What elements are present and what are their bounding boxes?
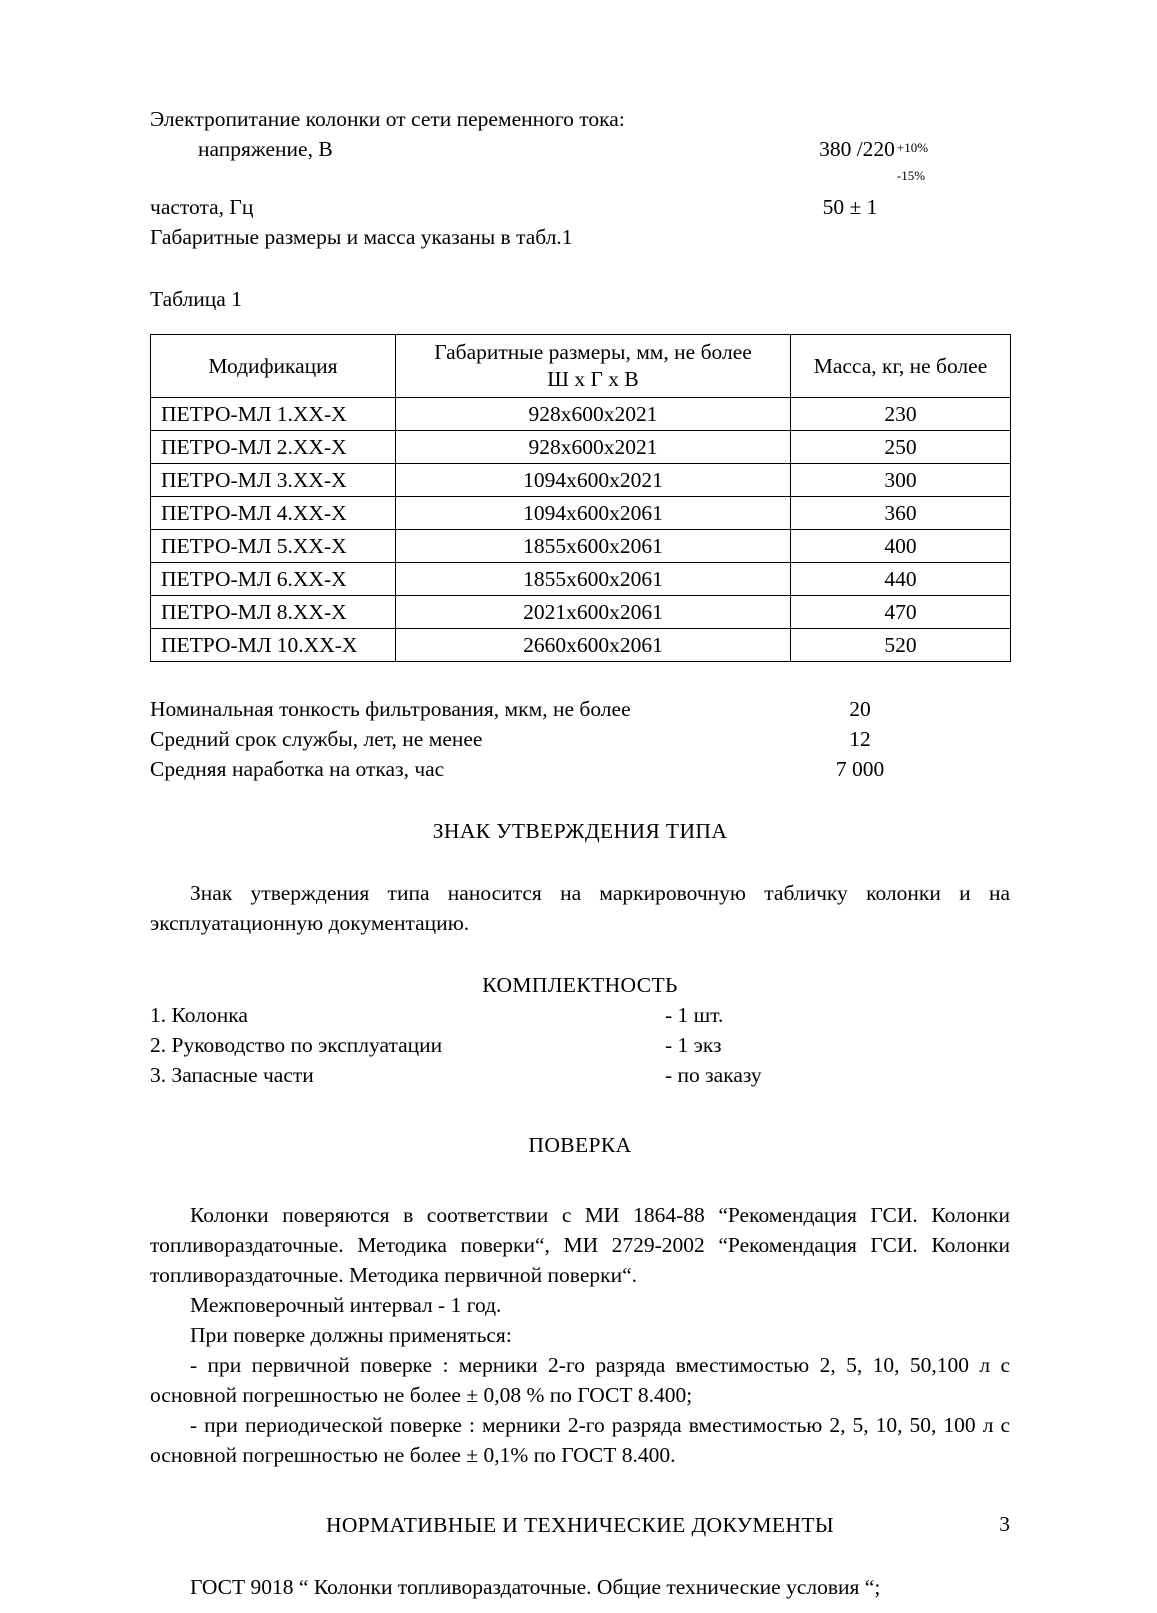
after-table-caption-gap (150, 314, 1010, 334)
list-item (150, 1000, 1010, 1030)
voltage-tolerance-high: +10% (896, 140, 929, 155)
before-documents-gap (150, 1470, 1010, 1510)
specifications-table (150, 334, 1011, 662)
cell-dimensions: 2660x600x2061 (396, 629, 791, 662)
cell-dimensions: 1855x600x2061 (396, 563, 791, 596)
table-row (151, 497, 1011, 530)
table-row (151, 530, 1011, 563)
cell-mass: 230 (791, 398, 1011, 431)
after-table-gap (150, 662, 1010, 694)
voltage-value: 380 /220 (819, 137, 895, 161)
cell-dimensions: 928x600x2021 (396, 431, 791, 464)
voltage-row (150, 134, 1010, 183)
cell-model: ПЕТРО-МЛ 3.ХХ-Х (151, 464, 396, 497)
kit-item-value: - 1 экз (665, 1033, 722, 1057)
verification-heading: ПОВЕРКА (528, 1133, 632, 1157)
kit-item-value: - по заказу (665, 1063, 762, 1087)
table-row (151, 596, 1011, 629)
table-body (151, 398, 1011, 662)
spec-row-service-life (150, 724, 1010, 754)
cell-model: ПЕТРО-МЛ 2.ХХ-Х (151, 431, 396, 464)
table-row (151, 563, 1011, 596)
table-header-row (151, 335, 1011, 398)
table-header-dimensions-line2: Ш х Г х В (547, 367, 639, 391)
after-documents-heading-gap (150, 1540, 1010, 1572)
spec-value: 20 (849, 697, 871, 721)
cell-model: ПЕТРО-МЛ 1.ХХ-Х (151, 398, 396, 431)
after-verification-heading-gap (150, 1160, 1010, 1200)
cell-mass: 400 (791, 530, 1011, 563)
cell-model: ПЕТРО-МЛ 4.ХХ-Х (151, 497, 396, 530)
cell-dimensions: 928x600x2021 (396, 398, 791, 431)
cell-mass: 440 (791, 563, 1011, 596)
page-number: 3 (999, 1512, 1010, 1536)
cell-mass: 470 (791, 596, 1011, 629)
voltage-gap (150, 164, 1010, 192)
table-header-dimensions (396, 335, 791, 398)
cell-mass: 300 (791, 464, 1011, 497)
top-spacer (150, 0, 1010, 32)
verification-interval: Межповерочный интервал - 1 год. (190, 1293, 502, 1317)
table-row (151, 431, 1011, 464)
frequency-label: частота, Гц (150, 195, 254, 219)
verification-primary: - при первичной поверке : мерники 2-го разряда вместимостью 2, 5, 10, 50,100 л с основной погрешностью не более ± 0,08 % по ГОСТ 8.400; (150, 1353, 1010, 1407)
before-table-caption-gap (150, 252, 1010, 284)
frequency-value: 50 ± 1 (822, 195, 878, 219)
table-header-dimensions-line1: Габаритные размеры, мм, не более (434, 340, 752, 364)
kit-item-label: 3. Запасные части (150, 1063, 314, 1087)
before-approval-gap (150, 784, 1010, 816)
power-intro-line: Электропитание колонки от сети переменного тока: (150, 107, 625, 131)
spec-value: 7 000 (835, 757, 885, 781)
documents-heading: НОРМАТИВНЫЕ И ТЕХНИЧЕСКИЕ ДОКУМЕНТЫ (325, 1513, 835, 1537)
before-completeness-gap (150, 938, 1010, 970)
kit-item-label: 1. Колонка (150, 1003, 248, 1027)
top-spacer-3 (150, 72, 1010, 104)
cell-dimensions: 1094x600x2021 (396, 464, 791, 497)
top-spacer-2 (150, 32, 1010, 72)
verification-periodic: - при периодической поверке : мерники 2-го разряда вместимостью 2, 5, 10, 50, 100 л с основной погрешностью не более ± 0,1% по ГОСТ 8.400. (150, 1413, 1010, 1467)
cell-model: ПЕТРО-МЛ 8.ХХ-Х (151, 596, 396, 629)
verification-applied-intro: При поверке должны применяться: (190, 1323, 512, 1347)
cell-mass: 520 (791, 629, 1011, 662)
spec-label: Средний срок службы, лет, не менее (150, 727, 483, 751)
after-approval-heading-gap (150, 846, 1010, 878)
kit-item-label: 2. Руководство по эксплуатации (150, 1033, 443, 1057)
spec-value: 12 (849, 727, 871, 751)
completeness-heading: КОМПЛЕКТНОСТЬ (482, 973, 678, 997)
cell-mass: 250 (791, 431, 1011, 464)
voltage-label: напряжение, В (198, 137, 333, 161)
list-item (150, 1030, 1010, 1060)
spec-row-mtbf (150, 754, 1010, 784)
spec-label: Номинальная тонкость фильтрования, мкм, не более (150, 697, 631, 721)
documents-item-1: ГОСТ 9018 “ Колонки топливораздаточные. Общие технические условия “; (190, 1575, 881, 1599)
voltage-value-group (750, 134, 1010, 183)
spec-row-filtration (150, 694, 1010, 724)
list-item (150, 1060, 1010, 1090)
cell-dimensions: 2021x600x2061 (396, 596, 791, 629)
spec-label: Средняя наработка на отказ, час (150, 757, 445, 781)
table-header-mass: Масса, кг, не более (791, 335, 1011, 398)
table-row (151, 464, 1011, 497)
cell-model: ПЕТРО-МЛ 5.ХХ-Х (151, 530, 396, 563)
frequency-row (150, 192, 1010, 222)
voltage-tolerance-low: -15% (896, 168, 926, 183)
approval-paragraph: Знак утверждения типа наносится на маркировочную табличку колонки и на эксплуатационную документацию. (150, 881, 1010, 935)
table-row (151, 629, 1011, 662)
verification-paragraph: Колонки поверяются в соответствии с МИ 1864-88 “Рекомендация ГСИ. Колонки топливораздаточные. Методика поверки“, МИ 2729-2002 “Рекомендация ГСИ. Колонки топливораздаточные. Методика первичной поверки“. (150, 1203, 1010, 1287)
page-content (150, 0, 1010, 1602)
table-row (151, 398, 1011, 431)
cell-dimensions: 1094x600x2061 (396, 497, 791, 530)
before-verification-gap (150, 1090, 1010, 1130)
approval-heading: ЗНАК УТВЕРЖДЕНИЯ ТИПА (432, 819, 728, 843)
table-header-modification: Модификация (151, 335, 396, 398)
cell-model: ПЕТРО-МЛ 6.ХХ-Х (151, 563, 396, 596)
voltage-tolerance-stack (895, 140, 941, 183)
cell-dimensions: 1855x600x2061 (396, 530, 791, 563)
cell-model: ПЕТРО-МЛ 10.ХХ-Х (151, 629, 396, 662)
dimensions-note: Габаритные размеры и масса указаны в табл.1 (150, 225, 573, 249)
cell-mass: 360 (791, 497, 1011, 530)
kit-item-value: - 1 шт. (665, 1003, 724, 1027)
table-caption: Таблица 1 (150, 287, 242, 311)
